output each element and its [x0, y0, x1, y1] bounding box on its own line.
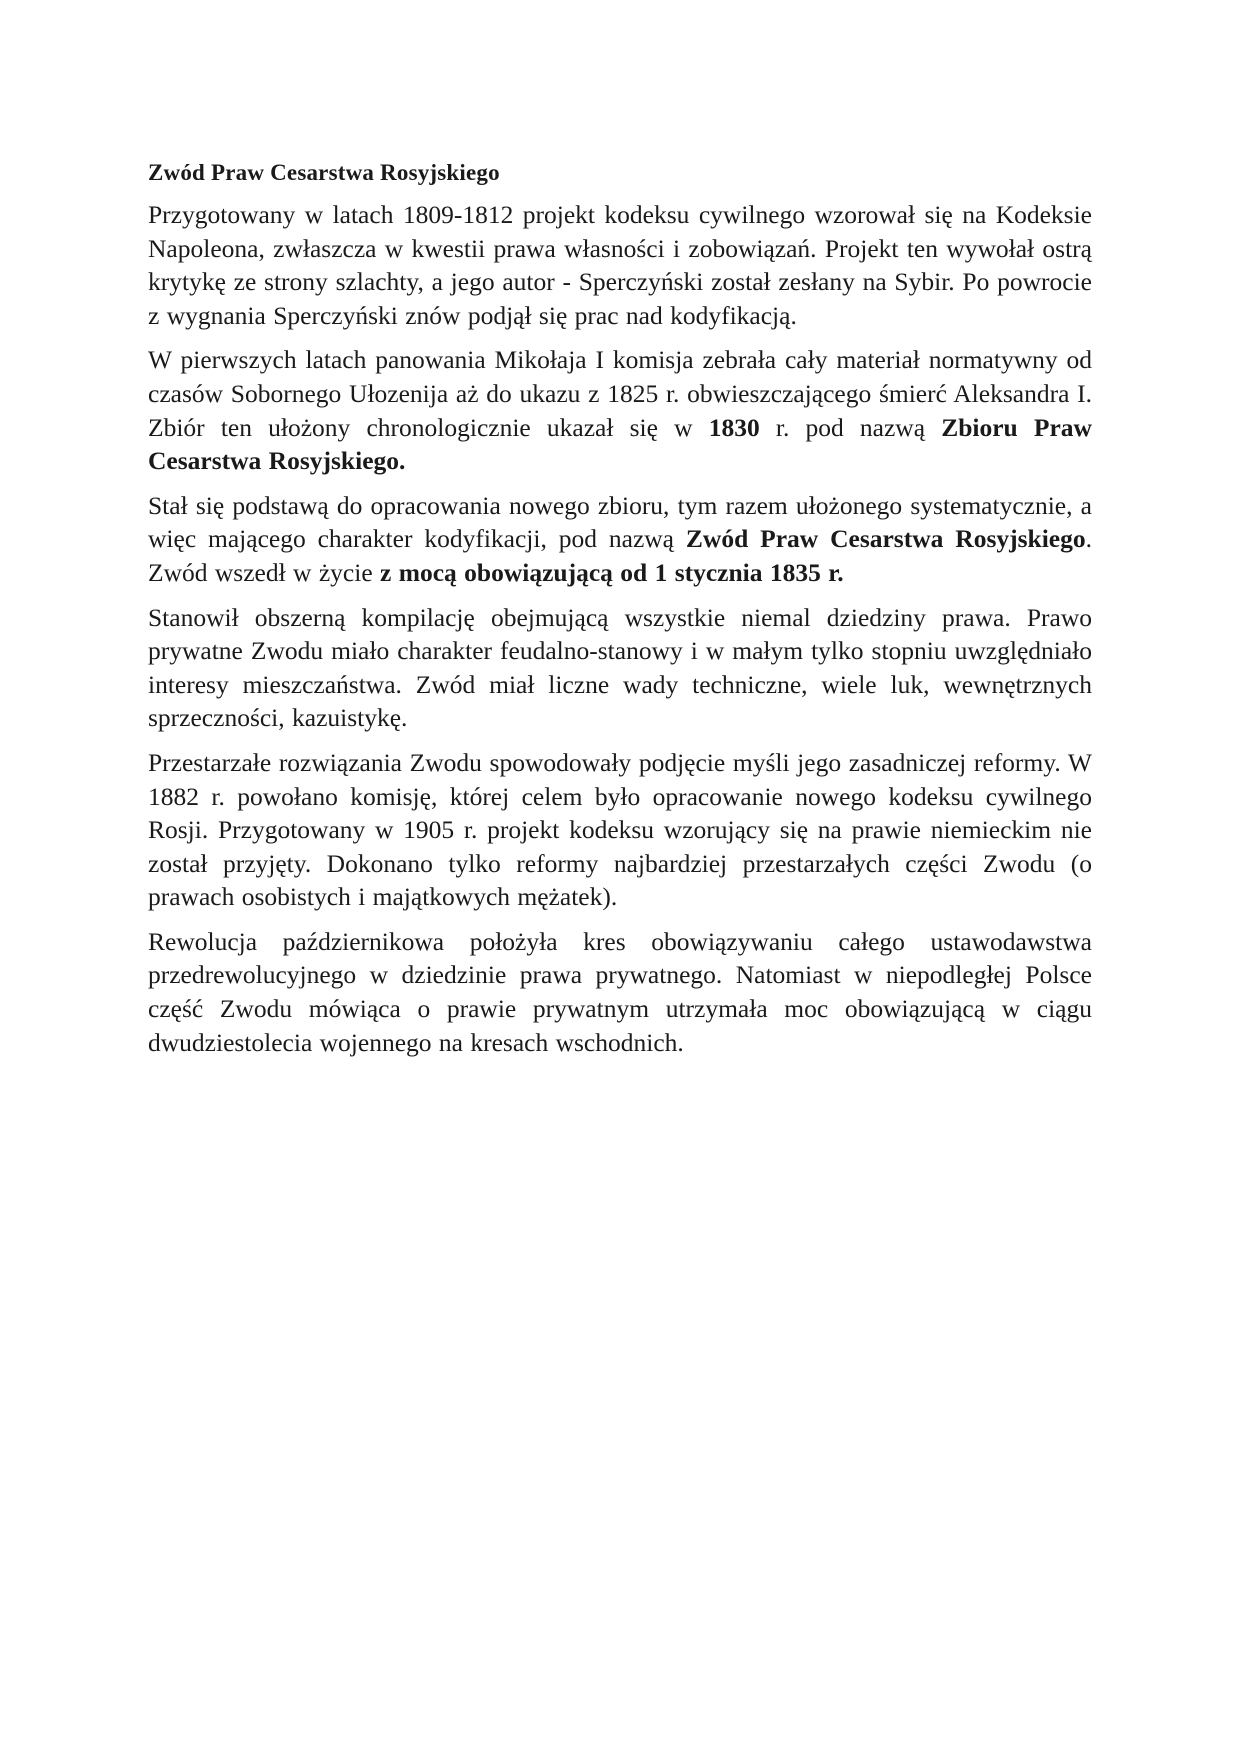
paragraph-text: W pierwszych latach panowania Mikołaja I komisja zebrała cały materiał normatywny od czasów Sobornego Ułozenija aż do ukazu z 1825 r. obwieszczającego śmierć Aleksandra I. Zbiór ten ułożony chronologicznie ukazał się w [148, 345, 1092, 442]
bold-code-name: Zwód Praw Cesarstwa Rosyjskiego [685, 524, 1086, 554]
paragraph-4 [148, 601, 1092, 735]
paragraph-text: Rewolucja październikowa położyła kres obowiązywaniu całego ustawodawstwa przedrewolucyjnego w dziedzinie prawa prywatnego. Natomiast w niepodległej Polsce część Zwodu mówiąca o prawie prywatnym utrzymała moc obowiązującą w ciągu dwudziestolecia wojennego na kresach wschodnich. [148, 926, 1092, 1057]
document-title: Zwód Praw Cesarstwa Rosyjskiego [148, 160, 500, 185]
paragraph-text: . Zwód wszedł w życie [148, 524, 1092, 587]
document-page [148, 150, 1092, 1070]
paragraph-5 [148, 746, 1092, 914]
bold-effective-date: z mocą obowiązującą od 1 stycznia 1835 r. [380, 557, 844, 587]
paragraph-text: Stał się podstawą do opracowania nowego zbioru, tym razem ułożonego systematycznie, a więc mającego charakter kodyfikacji, pod nazwą [148, 490, 1092, 554]
paragraph-1 [148, 198, 1092, 332]
paragraph-2 [148, 343, 1092, 477]
paragraph-text: Stanowił obszerną kompilację obejmującą wszystkie niemal dziedziny prawa. Prawo prywatne Zwodu miało charakter feudalno-stanowy i w małym tylko stopniu uwzględniało interesy mieszczaństwa. Zwód miał liczne wady techniczne, wiele luk, wewnętrznych sprzeczności, kazuistykę. [148, 602, 1092, 733]
bold-year: 1830 [708, 412, 760, 442]
paragraph-6 [148, 925, 1092, 1059]
paragraph-text: r. pod nazwą [759, 412, 942, 442]
paragraph-text: Przygotowany w latach 1809-1812 projekt kodeksu cywilnego wzorował się na Kodeksie Napoleona, zwłaszcza w kwestii prawa własności i zobowiązań. Projekt ten wywołał ostrą krytykę ze strony szlachty, a jego autor - Sperczyński został zesłany na Sybir. Po powrocie z wygnania Sperczyński znów podjął się prac nad kodyfikacją. [148, 200, 1092, 330]
paragraph-3 [148, 489, 1092, 590]
bold-collection-name: Zbioru Praw Cesarstwa Rosyjskiego. [148, 412, 1092, 476]
paragraph-text: Przestarzałe rozwiązania Zwodu spowodowały podjęcie myśli jego zasadniczej reformy. W 1882 r. powołano komisję, której celem było opracowanie nowego kodeksu cywilnego Rosji. Przygotowany w 1905 r. projekt kodeksu wzorujący się na prawie niemieckim nie został przyjęty. Dokonano tylko reformy najbardziej przestarzałych części Zwodu (o prawach osobistych i majątkowych mężatek). [148, 747, 1092, 912]
